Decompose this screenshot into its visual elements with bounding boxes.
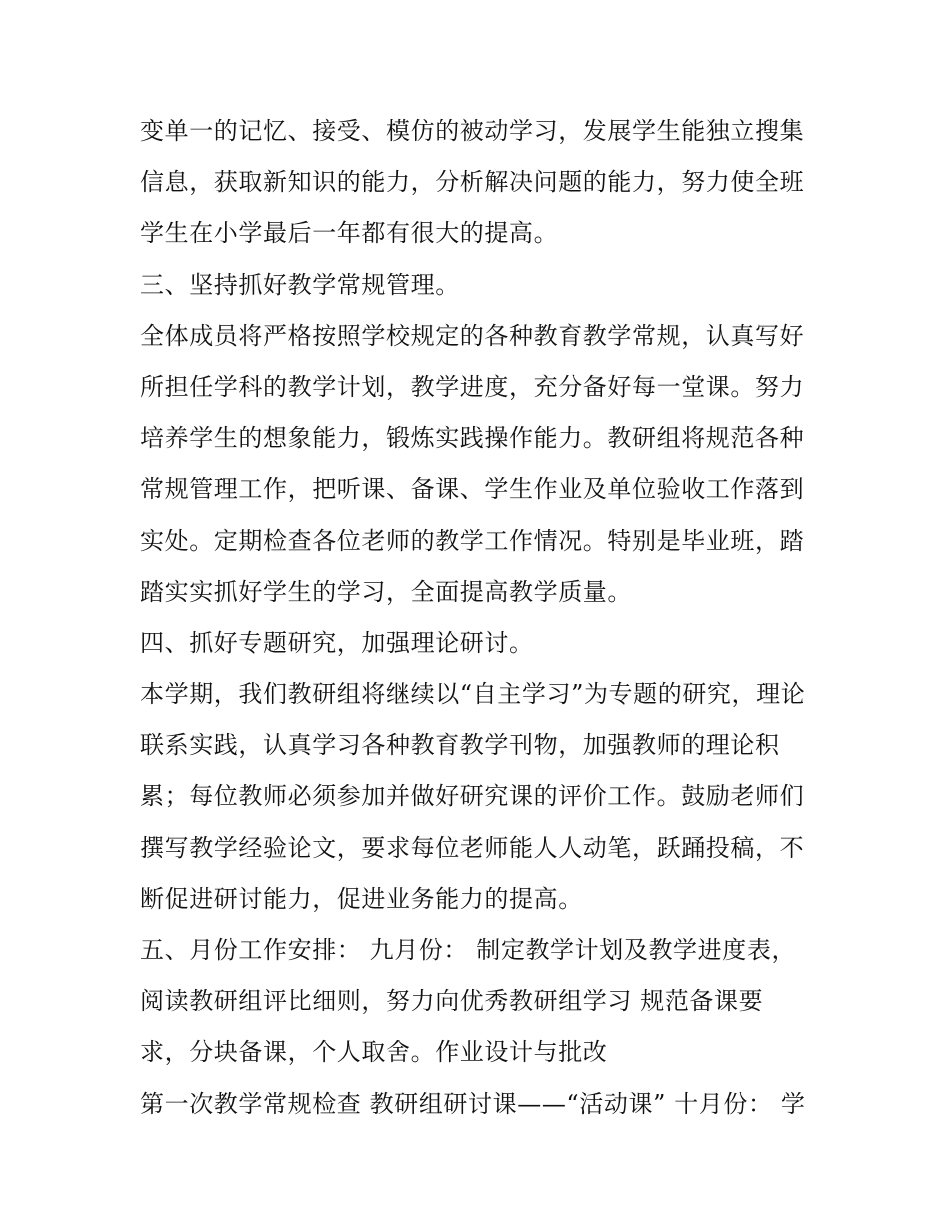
- text-line: 累；每位教师必须参加并做好研究课的评价工作。鼓励老师们: [140, 782, 805, 811]
- section-heading: 三、坚持抓好教学常规管理。: [140, 270, 460, 299]
- text-line: 撰写教学经验论文，要求每位老师能人人动笔，跃踊投稿，不: [140, 833, 805, 862]
- text-line: 求，分块备课，个人取舍。作业设计与批改: [140, 1038, 608, 1067]
- text-line: 培养学生的想象能力，锻炼实践操作能力。教研组将规范各种: [140, 424, 805, 453]
- text-line: 学生在小学最后一年都有很大的提高。: [140, 219, 559, 248]
- body-text: [140, 106, 830, 1130]
- text-line: 本学期，我们教研组将继续以“自主学习”为专题的研究，理论: [140, 680, 806, 709]
- text-line: 联系实践，认真学习各种教育教学刊物，加强教师的理论积: [140, 731, 780, 760]
- section-heading: 五、月份工作安排： 九月份： 制定教学计划及教学进度表，: [140, 936, 797, 964]
- text-line: 实处。定期检查各位老师的教学工作情况。特别是毕业班，踏: [140, 526, 805, 555]
- text-line: 全体成员将严格按照学校规定的各种教育教学常规，认真写好: [140, 321, 805, 350]
- text-line: 常规管理工作，把听课、备课、学生作业及单位验收工作落到: [140, 475, 805, 504]
- text-line: 踏实实抓好学生的学习，全面提高教学质量。: [140, 577, 632, 606]
- section-heading: 四、抓好专题研究，加强理论研讨。: [140, 628, 534, 657]
- text-line: 信息，获取新知识的能力，分析解决问题的能力，努力使全班: [140, 168, 805, 197]
- text-line: 所担任学科的教学计划，教学进度，充分备好每一堂课。努力: [140, 372, 805, 401]
- text-line: 变单一的记忆、接受、模仿的被动学习，发展学生能独立搜集: [140, 117, 805, 145]
- text-line: 断促进研讨能力，促进业务能力的提高。: [140, 884, 583, 913]
- text-line: 阅读教研组评比细则，努力向优秀教研组学习 规范备课要: [140, 987, 764, 1016]
- text-line: 第一次教学常规检查 教研组研讨课——“活动课” 十月份： 学: [140, 1089, 806, 1118]
